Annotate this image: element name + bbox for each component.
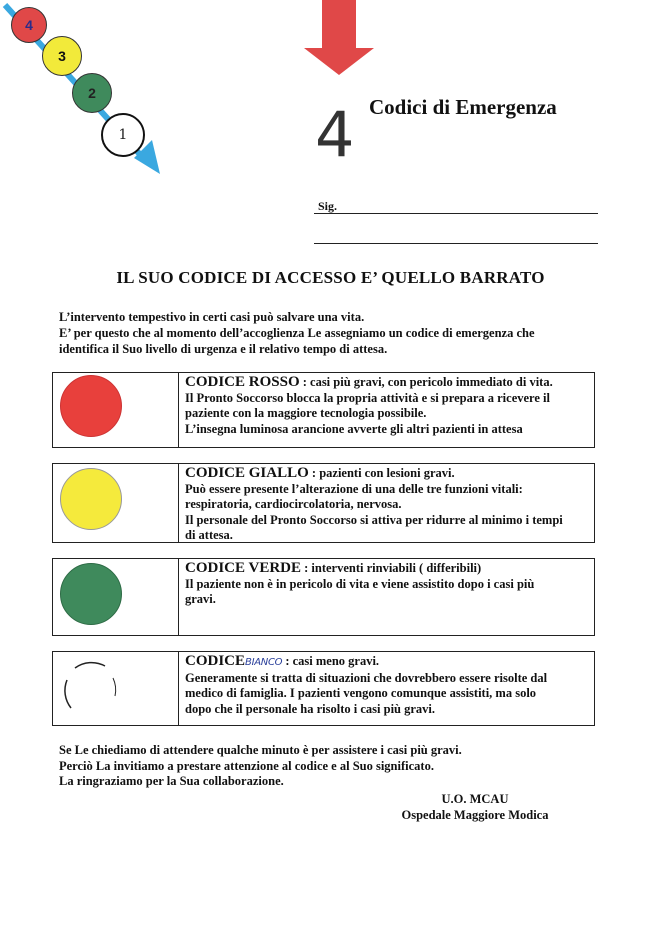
big-number: 4 (315, 98, 355, 171)
ladder-label-2: 2 (88, 85, 96, 101)
code-desc: : casi meno gravi. (285, 654, 380, 668)
signature-block (380, 791, 570, 823)
footer-line: La ringraziamo per la Sua collaborazione. (59, 774, 284, 788)
code-line: Il paziente non è in pericolo di vita e viene assistito dopo i casi più (185, 576, 535, 591)
code-line: medico di famiglia. I pazienti vengono comunque assistiti, ma solo (185, 686, 537, 700)
ladder-circle-3 (42, 36, 82, 76)
code-box-white (52, 651, 595, 726)
code-line: paziente con la maggiore tecnologia possibile. (185, 406, 427, 420)
signature-unit: U.O. MCAU (441, 792, 509, 806)
code-text-green (185, 561, 588, 608)
code-box-green (52, 558, 595, 636)
ladder-circle-1 (101, 113, 145, 157)
code-line: gravi. (185, 592, 216, 606)
code-desc: : casi più gravi, con pericolo immediato di vita. (302, 375, 553, 389)
page-title: Codici di Emergenza (369, 95, 557, 119)
code-line: Generamente si tratta di situazioni che dovrebbero essere risolte dal (185, 670, 548, 685)
section-heading: IL SUO CODICE DI ACCESSO E’ QUELLO BARRATO (116, 268, 545, 287)
red-dot (60, 375, 122, 437)
footer-line: Perciò La invitiamo a prestare attenzione al codice e al Suo significato. (59, 758, 434, 773)
sig-line (314, 213, 598, 214)
code-line: Il Pronto Soccorso blocca la propria attività e si prepara a ricevere il (185, 390, 550, 405)
intro-line: E’ per questo che al momento dell’accoglienza Le assegniamo un codice di emergenza che (59, 326, 535, 340)
green-dot (60, 563, 122, 625)
intro-text (59, 309, 599, 357)
ladder-circle-2 (72, 73, 112, 113)
signature-hospital: Ospedale Maggiore Modica (401, 808, 549, 822)
code-line: L’insegna luminosa arancione avverte gli altri pazienti in attesa (185, 421, 523, 436)
code-desc: : interventi rinviabili ( differibili) (304, 561, 482, 575)
intro-line: identifica il Suo livello di urgenza e il relativo tempo di attesa. (59, 342, 388, 356)
footer-text (59, 743, 619, 790)
code-line: respiratoria, cardiocircolatoria, nervosa. (185, 497, 402, 511)
code-line: dopo che il personale ha risolto i casi più gravi. (185, 701, 436, 716)
code-text-white (185, 654, 588, 717)
code-desc: : pazienti con lesioni gravi. (311, 466, 455, 480)
code-name: CODICE GIALLO (185, 465, 309, 481)
yellow-dot (60, 468, 122, 530)
intro-line: L’intervento tempestivo in certi casi può salvare una vita. (59, 310, 365, 324)
code-name: CODICE VERDE (185, 560, 301, 576)
code-line: Può essere presente l’alterazione di una delle tre funzioni vitali: (185, 481, 523, 496)
code-text-yellow (185, 466, 588, 544)
ladder-label-1: 1 (118, 127, 128, 143)
code-name: CODICE (185, 653, 246, 669)
sig-line-2 (314, 243, 598, 244)
ladder-label-4: 4 (25, 17, 33, 33)
handwritten-bianco: BIANCO (245, 657, 283, 668)
footer-line: Se Le chiediamo di attendere qualche minuto è per assistere i casi più gravi. (59, 743, 462, 757)
down-arrow-icon (302, 0, 376, 76)
code-line: di attesa. (185, 528, 233, 542)
code-box-red (52, 372, 595, 448)
code-line: Il personale del Pronto Soccorso si attiva per ridurre al minimo i tempi (185, 512, 563, 527)
sig-label: Sig. (318, 199, 338, 213)
white-dot (59, 658, 121, 720)
code-name: CODICE ROSSO (185, 374, 300, 390)
ladder-label-3: 3 (58, 48, 66, 64)
ladder-circle-4 (11, 7, 47, 43)
code-box-yellow (52, 463, 595, 543)
code-text-red (185, 375, 588, 437)
